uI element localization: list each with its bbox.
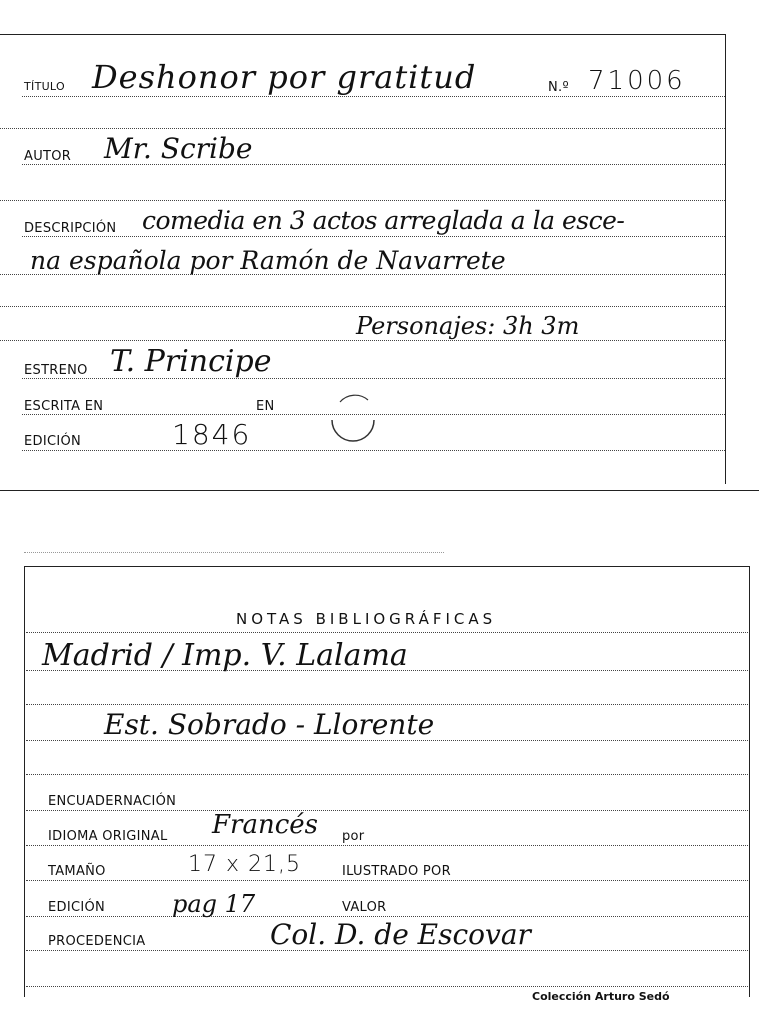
label-ilustrado-por: ILUSTRADO POR [342,864,451,879]
label-en: EN [256,399,275,414]
label-descripcion: DESCRIPCIÓN [24,221,117,236]
value-autor: Mr. Scribe [104,132,253,165]
rule-line [26,986,748,987]
label-numero: N.º [548,80,569,95]
value-edicion: 1846 [172,418,252,451]
rule-line [22,236,725,237]
value-descripcion-2: na española por Ramón de Navarrete [30,246,506,275]
rule-line [26,704,748,705]
label-autor: AUTOR [24,149,72,164]
value-estreno: T. Principe [110,344,272,379]
rule-line [0,306,725,307]
notes-line-1: Madrid / Imp. V. Lalama [42,638,408,673]
rule-line [26,845,748,846]
rule-line [26,916,748,917]
label-edicion-bottom: EDICIÓN [48,900,106,915]
rule-line [0,128,725,129]
card-top-top-border [0,34,726,35]
notes-line-2: Est. Sobrado - Llorente [104,708,435,741]
rule-line [26,880,748,881]
rule-line [0,200,725,201]
label-idioma-original: IDIOMA ORIGINAL [48,829,168,844]
collection-footer: Colección Arturo Sedó [532,990,670,1003]
label-procedencia: PROCEDENCIA [48,934,146,949]
value-descripcion-1: comedia en 3 actos arreglada a la esce- [142,206,625,235]
rule-line [26,810,748,811]
value-tamano: 17 x 21,5 [188,852,301,877]
label-titulo: TÍTULO [24,80,65,93]
punch-hole-mark [318,384,388,454]
value-numero: 71006 [588,66,686,96]
rule-line [26,632,748,633]
rule-line [26,774,748,775]
value-idioma-original: Francés [212,810,319,840]
rule-line [22,96,725,97]
label-encuadernacion: ENCUADERNACIÓN [48,794,177,809]
label-escrita-en: ESCRITA EN [24,399,104,414]
label-valor: VALOR [342,900,387,915]
value-procedencia: Col. D. de Escovar [270,918,531,951]
label-por: por [342,829,365,844]
label-edicion: EDICIÓN [24,434,82,449]
notas-heading: NOTAS BIBLIOGRÁFICAS [236,610,497,628]
rule-line [24,552,444,553]
card-separator [0,490,759,491]
label-tamano: TAMAÑO [48,864,106,879]
value-personajes: Personajes: 3h 3m [356,312,580,340]
value-titulo: Deshonor por gratitud [92,58,477,96]
rule-line [0,340,725,341]
value-edicion-bottom: pag 17 [172,890,256,918]
card-top-right-border [725,34,726,484]
label-estreno: ESTRENO [24,363,88,378]
